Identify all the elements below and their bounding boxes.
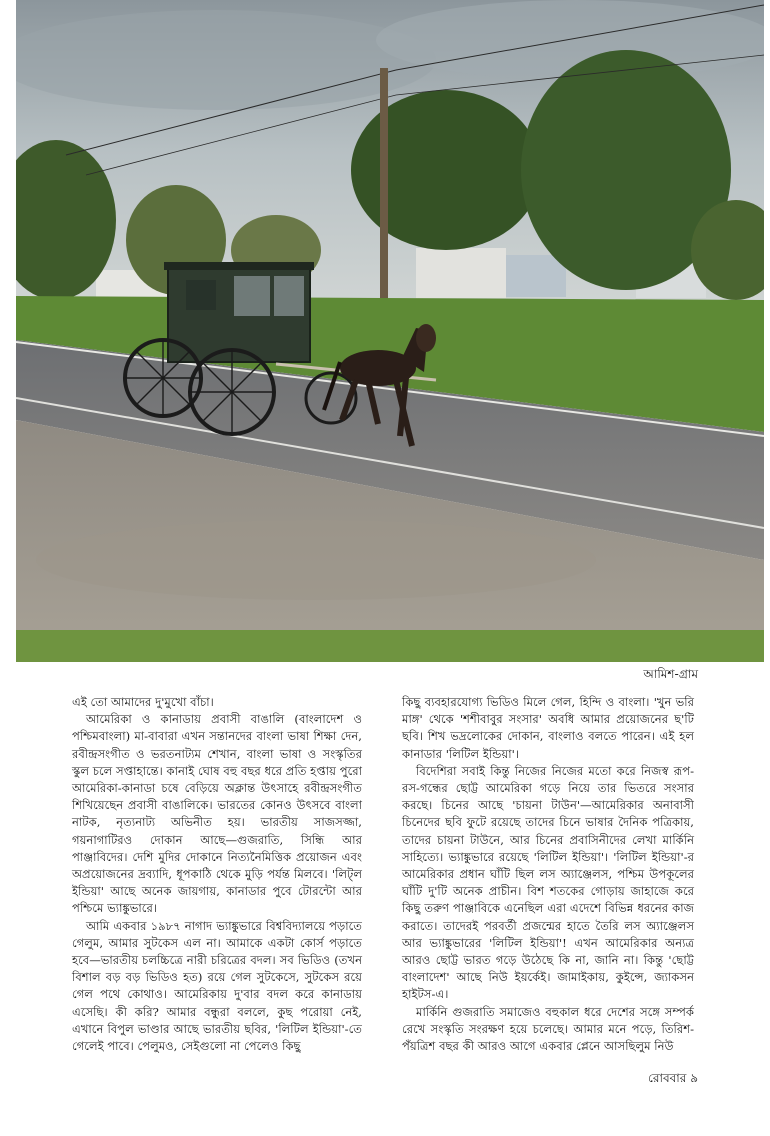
paragraph: কিছু ব্যবহারযোগ্য ভিডিও মিলে গেল, হিন্দি ও বাংলা। 'খুন ভরি মাঙ্গ' থেকে 'শশীবাবুর সংসার' অবধি আমার প্রয়োজনের ছ'টি ছবি। শিখ ভদ্রলোকের দোকান, বাংলাও বলতে পারেন। এই হল কানাডার 'লিটিল ইন্ডিয়া'। xyxy=(402,695,694,761)
paragraph: আমি একবার ১৯৮৭ নাগাদ ভ্যাঙ্কুভারে বিশ্ববিদ্যালয়ে পড়াতে গেলুম, আমার সুটকেস এল না। আমাকে একটা কোর্স পড়াতে হবে—ভারতীয় চলচ্চিত্রে নারী চরিত্রের বদল। সব ভিডিও (তখন বিশাল বড় বড় ভিডিও হত) রয়ে গেল সুটকেসে, সুটকেস রয়ে গেল পথে কোথাও। আমেরিকায় দু'বার বদল করে কানাডায় এসেছি। কী করি? আমার বন্ধুরা বললে, কুছ পরোয়া নেই, এখানে বিপুল ভাণ্ডার আছে ভারতীয় ছবির, 'লিটিল ইন্ডিয়া'-তে গেলেই পাবে। পেলুমও, সেইগুলো না পেলেও কিছু xyxy=(72,918,362,1054)
paragraph: আমেরিকা ও কানাডায় প্রবাসী বাঙালি (বাংলাদেশ ও পশ্চিমবাংলা) মা-বাবারা এখন সন্তানদের বাংলা ভাষা শিক্ষা দেন, রবীন্দ্রসংগীত ও ভরতনাট্যম শেখান, বাংলা ভাষা ও সংস্কৃতির স্কুল চলে সপ্তাহান্তে। কানাই ঘোষ বহু বছর ধরে প্রতি হপ্তায় পুরো আমেরিকা-কানাডা চষে বেড়িয়ে অক্লান্ত উৎসাহে রবীন্দ্রসংগীত শিখিয়েছেন প্রবাসী বাঙালিকে। ভারতের কোনও উৎসবে বাংলা নাটক, নৃত্যনাট্য অভিনীত হয়। ভারতীয় সাজসজ্জা, গয়নাগাটিরও দোকান আছে—গুজরাতি, সিন্ধি আর পাঞ্জাবিদের। দেশি মুদির দোকানে নিত্যনৈমিত্তিক প্রয়োজন এবং অপ্রয়োজনের দ্রব্যাদি, ধূপকাঠি থেকে মুড়ি পর্যন্ত মিলবে। 'লিট্‌ল ইন্ডিয়া' আছে অনেক জায়গায়, কানাডার পুবে টোরন্টো আর পশ্চিমে ভ্যাঙ্কুভারে। xyxy=(72,712,362,916)
paragraph: বিদেশিরা সবাই কিন্তু নিজের নিজের মতো করে নিজস্ব রূপ-রস-গন্ধের ছোট্ট আমেরিকা গড়ে নিয়ে তার ভিতরে সংসার করছে। চিনের আছে 'চায়না টাউন'—আমেরিকার অনাবাসী চিনেদের ছবি ফুটে রয়েছে তাদের চিনে ভাষার দৈনিক পত্রিকায়, তাদের চায়না টাউনে, আর চিনের প্রবাসিনীদের লেখা মার্কিনি সাহিত্যে। ভ্যাঙ্কুভারে রয়েছে 'লিটিল ইন্ডিয়া'। 'লিটিল ইন্ডিয়া'-র আমেরিকার প্রধান ঘাঁটি ছিল লস অ্যাঞ্জেলস, পশ্চিম উপকূলের ঘাঁটি দু'টি অনেক প্রাচীন। বিশ শতকের গোড়ায় জাহাজে করে কিছু তরুণ পাঞ্জাবিকে এনেছিল এরা এদেশে বিভিন্ন ধরনের কাজ করাতে। তাদেরই পরবর্তী প্রজন্মের হাতে তৈরি লস অ্যাঞ্জেলস আর ভ্যাঙ্কুভারের 'লিটিল ইন্ডিয়া'! এখন আমেরিকার অন্যত্র আরও ছোট্ট ভারত গড়ে উঠেছে কি না, জানি না। কিন্তু 'ছোট্ট বাংলাদেশ' আছে নিউ ইয়র্কেই। জামাইকায়, কুইন্সে, জ্যাকসন হাইটস-এ। xyxy=(402,763,694,1002)
photo-caption: আমিশ-গ্রাম xyxy=(643,667,698,681)
paragraph: মার্কিনি গুজরাতি সমাজেও বহুকাল ধরে দেশের সঙ্গে সম্পর্ক রেখে সংস্কৃতি সংরক্ষণ হয়ে চলেছে। আমার মনে পড়ে, তিরিশ-পঁয়ত্রিশ বছর কী আরও আগে একবার প্লেনে আসছিলুম নিউ xyxy=(402,1004,694,1054)
right-column xyxy=(402,694,694,1055)
page-footer: রোববার ৯ xyxy=(648,1071,698,1085)
amish-buggy-photo xyxy=(16,0,764,662)
paragraph: এই তো আমাদের দু'মুখো বাঁচা। xyxy=(72,695,214,709)
left-column xyxy=(72,694,362,1055)
